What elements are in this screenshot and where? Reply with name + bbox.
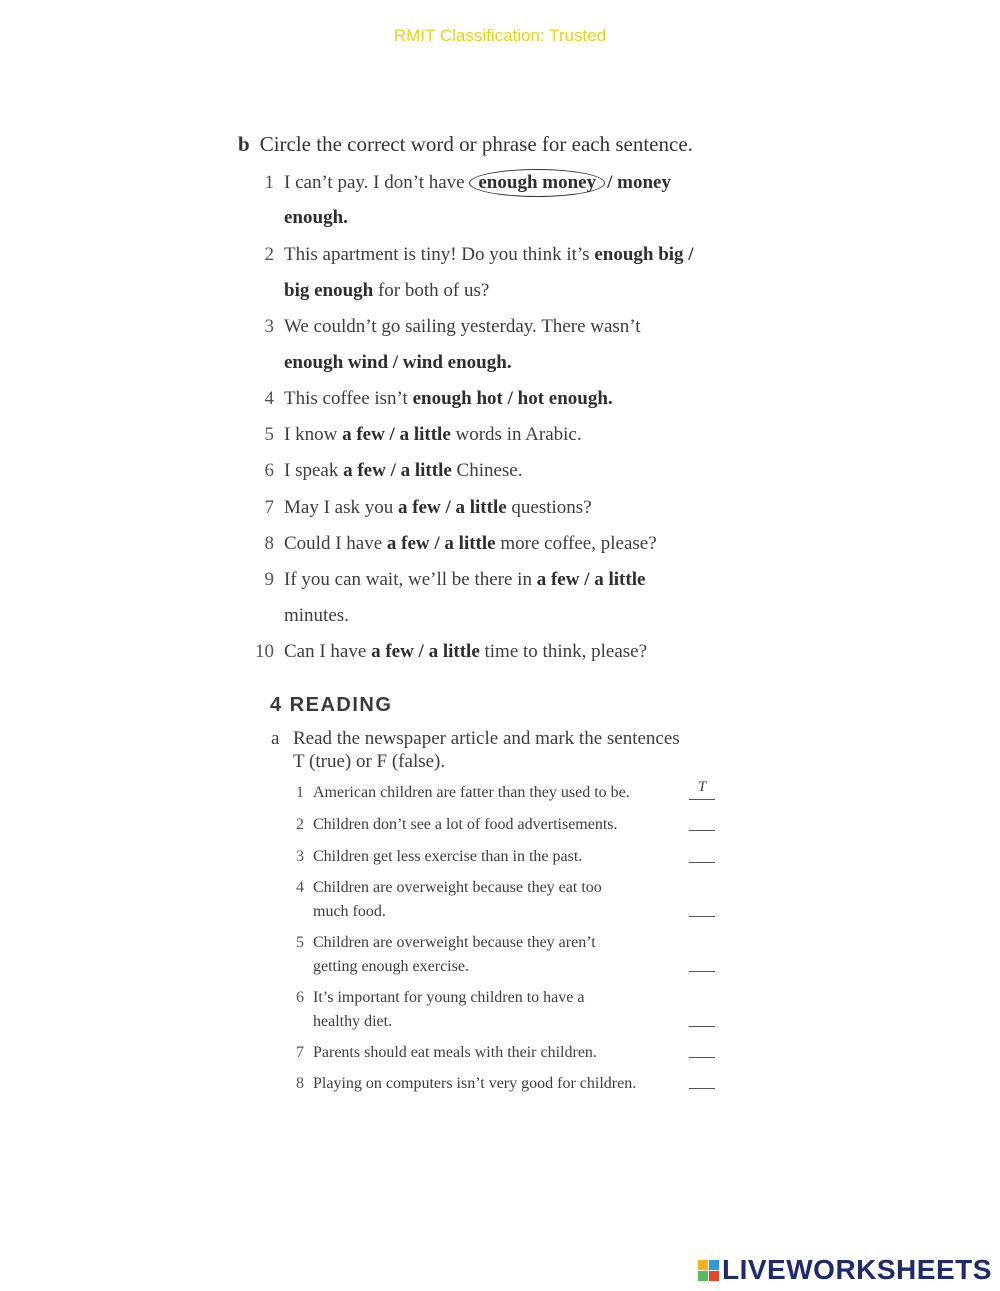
answer-blank[interactable] (689, 951, 715, 972)
question-3-continued (284, 352, 512, 374)
instruction-text: Circle the correct word or phrase for each sentence. (259, 132, 693, 156)
option[interactable]: enough wind / wind enough. (284, 352, 512, 373)
question-9-continued: minutes. (284, 605, 349, 626)
option[interactable]: enough hot / hot enough. (412, 388, 613, 409)
exercise-letter: b (238, 132, 250, 156)
question-1-continued (284, 207, 348, 229)
answer-blank[interactable] (689, 810, 715, 831)
circled-answer[interactable]: enough money (469, 169, 605, 197)
question-7: 7 May I ask you a few / a little questions? (264, 497, 592, 518)
logo-blocks-icon (698, 1260, 719, 1281)
answer-blank[interactable] (689, 1006, 715, 1027)
answer-blank[interactable]: T (689, 779, 715, 800)
question-5: 5 I know a few / a little words in Arabic. (264, 424, 582, 445)
answer-blank[interactable] (689, 1037, 715, 1058)
option[interactable]: enough. (284, 207, 348, 228)
classification-label: RMIT Classification: Trusted (393, 26, 607, 45)
logo-text: LIVEWORKSHEETS (722, 1254, 992, 1285)
question-6: 6 I speak a few / a little Chinese. (264, 460, 523, 481)
option[interactable]: a few / a little (536, 569, 646, 590)
answer-blank[interactable] (689, 896, 715, 917)
question-3: 3 We couldn’t go sailing yesterday. There wasn’t (264, 316, 641, 337)
section-title: 4 READING (270, 694, 393, 716)
option[interactable]: a few / a little (397, 497, 507, 518)
question-2-continued: big enough for both of us? (284, 280, 490, 301)
option[interactable]: a few / a little (342, 424, 451, 445)
liveworksheets-logo (698, 1254, 992, 1286)
question-10: 10 Can I have a few / a little time to think, please? (255, 641, 648, 662)
question-4: 4 This coffee isn’t enough hot / hot enough. (264, 388, 613, 409)
option[interactable]: a few / a little (386, 533, 496, 554)
option[interactable]: a few / a little (343, 460, 452, 481)
answer-blank[interactable] (689, 842, 715, 863)
question-9: 9 If you can wait, we’ll be there in a few / a little (264, 569, 646, 590)
question-8: 8 Could I have a few / a little more coffee, please? (264, 533, 657, 554)
question-1: 1 I can’t pay. I don’t have enough money / money (284, 172, 671, 194)
instruction-line-1: Read the newspaper article and mark the sentences (293, 728, 680, 749)
answer-blank[interactable] (689, 1068, 715, 1089)
option[interactable]: enough big / (594, 244, 694, 265)
option[interactable]: big enough (284, 280, 374, 301)
option[interactable]: / money (607, 172, 671, 193)
exercise-letter: a (271, 728, 280, 749)
exercise-b-instruction (238, 132, 693, 157)
instruction-line-2: T (true) or F (false). (293, 751, 446, 772)
option[interactable]: a few / a little (371, 641, 480, 662)
question-2: 2 This apartment is tiny! Do you think it’s enough big / (264, 244, 694, 265)
